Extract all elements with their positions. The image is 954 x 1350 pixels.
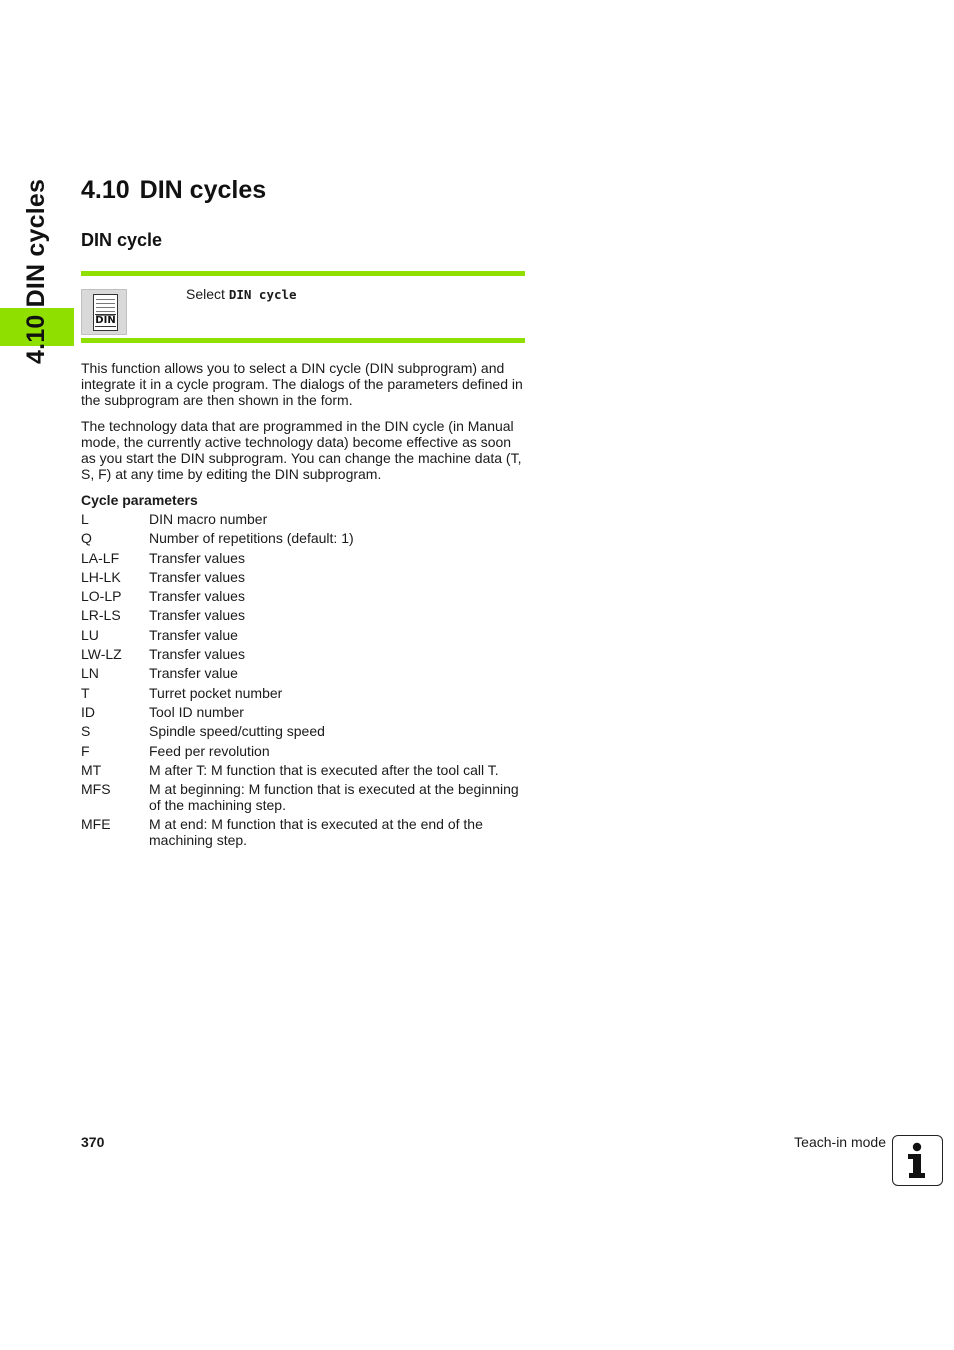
subsection-heading: DIN cycle <box>81 230 163 250</box>
info-glyph <box>893 1136 941 1184</box>
softkey-label: DIN <box>95 315 116 326</box>
param-desc: Transfer values <box>149 646 245 663</box>
footer-chapter: Teach-in mode <box>794 1134 886 1150</box>
param-key: T <box>81 684 90 701</box>
info-icon <box>892 1135 943 1186</box>
param-key: LU <box>81 626 99 643</box>
param-row <box>81 550 531 566</box>
param-desc: Number of repetitions (default: 1) <box>149 530 354 547</box>
param-row <box>81 685 531 701</box>
param-desc: Spindle speed/cutting speed <box>149 723 325 740</box>
instruction-prefix: Select <box>186 286 225 302</box>
param-key: ID <box>81 703 95 720</box>
section-number: 4.10 <box>81 176 130 204</box>
param-desc: Transfer values <box>149 588 245 605</box>
param-row <box>81 743 531 759</box>
param-desc: Transfer values <box>149 549 245 566</box>
param-key: Q <box>81 530 92 547</box>
param-row <box>81 665 531 681</box>
cycle-parameters-title: Cycle parameters <box>81 492 198 508</box>
param-key: LN <box>81 665 99 682</box>
side-chapter-title: 4.10 DIN cycles <box>22 178 50 364</box>
intro-paragraph: This function allows you to select a DIN cycle (DIN subprogram) and integrate it in a cycle program. The dialogs of the parameters defined in the subprogram are then shown in the form. <box>81 360 523 408</box>
param-desc: Transfer value <box>149 665 238 682</box>
param-key: LO-LP <box>81 588 122 605</box>
param-row <box>81 569 531 585</box>
param-key: LR-LS <box>81 607 121 624</box>
param-row <box>81 723 531 739</box>
param-desc: Transfer values <box>149 568 245 585</box>
param-key: S <box>81 723 91 740</box>
instruction-code: DIN cycle <box>228 287 297 302</box>
param-desc: M at beginning: M function that is executed at the beginning of the machining step. <box>149 781 519 814</box>
param-desc: Turret pocket number <box>149 684 283 701</box>
param-key: MFS <box>81 781 111 798</box>
param-key: L <box>81 511 89 527</box>
param-row <box>81 627 531 643</box>
param-key: LW-LZ <box>81 646 122 663</box>
technology-paragraph: The technology data that are programmed in the DIN cycle (in Manual mode, the currently active technology data) become effective as soon as you start the DIN subprogram. You can change the machine data (T, S, F) at any time by editing the DIN subprogram. <box>81 418 522 482</box>
cycle-parameters-list <box>81 511 531 852</box>
param-key: MFE <box>81 816 111 833</box>
param-key: LH-LK <box>81 568 121 585</box>
param-key: LA-LF <box>81 549 120 566</box>
page-number: 370 <box>81 1134 105 1150</box>
param-desc: M after T: M function that is executed after the tool call T. <box>149 761 499 778</box>
param-row <box>81 762 531 778</box>
param-row <box>81 646 531 662</box>
param-desc: Transfer values <box>149 607 245 624</box>
param-row <box>81 530 531 546</box>
param-desc: M at end: M function that is executed at the end of the machining step. <box>149 816 483 849</box>
param-key: F <box>81 742 90 759</box>
param-key: MT <box>81 761 102 778</box>
param-row <box>81 588 531 604</box>
param-row <box>81 607 531 623</box>
softkey-table-bottom-rule <box>81 338 525 343</box>
softkey-instruction <box>186 286 297 302</box>
softkey-table-top-rule <box>81 271 525 276</box>
section-title: DIN cycles <box>139 176 267 204</box>
param-desc: Feed per revolution <box>149 742 270 759</box>
param-row <box>81 781 531 813</box>
param-desc: Transfer value <box>149 626 238 643</box>
param-row <box>81 816 531 848</box>
din-document-icon <box>93 294 118 331</box>
param-row <box>81 511 531 527</box>
param-desc: Tool ID number <box>149 703 244 720</box>
din-softkey[interactable] <box>81 289 127 335</box>
section-heading <box>81 176 266 205</box>
param-row <box>81 704 531 720</box>
param-desc: DIN macro number <box>149 511 268 527</box>
